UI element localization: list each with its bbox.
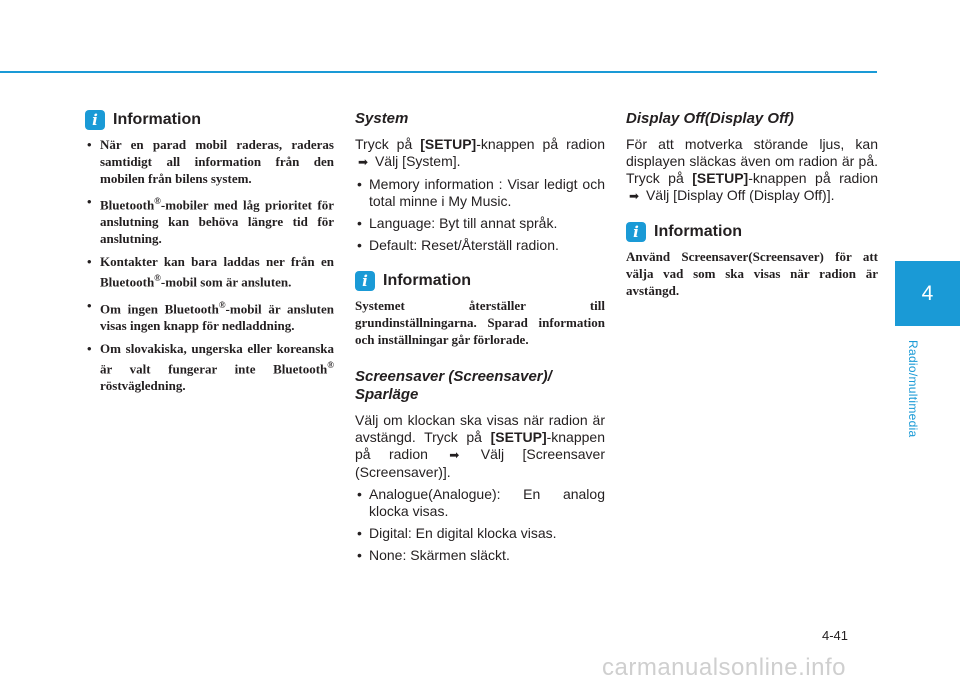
section-title-system: System [355,110,409,127]
page-number: 4-41 [822,628,849,643]
setup-key: [SETUP] [420,136,477,152]
screensaver-paragraph: Välj om klockan ska visas när radion är avstängd. Tryck på [SETUP]-knappen på radion ➡ Välj [Screensaver (Screensaver)]. [355,412,605,480]
column-2 [355,110,605,569]
info-text: Systemet återställer till grundinställningarna. Sparad information och inställningar går förlorade. [355,298,605,347]
list-item: • Language: Byt till annat språk. [355,215,605,232]
arrow-right-icon: ➡ [449,448,460,462]
info-box-header [355,271,605,291]
list-item: • Digital: En digital klocka visas. [355,525,605,542]
display-off-paragraph: För att motverka störande ljus, kan displayen släckas även om radion är på. Tryck på [SETUP]-knappen på radion ➡ Välj [Display Off (Display Off)]. [626,136,878,203]
info-title: Information [383,272,471,289]
system-paragraph: Tryck på [SETUP]-knappen på radion ➡ Välj [System]. [355,136,605,169]
info-title: Information [113,111,201,128]
chapter-tab: 4 [895,261,960,326]
info-list [85,136,334,394]
info-icon: i [626,222,646,242]
column-3 [626,110,878,299]
info-title: Information [654,223,742,240]
list-item: • Om slovakiska, ungerska eller koreanska är valt fungerar inte Bluetooth® röstvägledning. [85,340,334,394]
info-box-header [85,110,334,130]
arrow-right-icon: ➡ [358,155,369,169]
screensaver-list [355,486,605,564]
column-1 [85,110,334,400]
list-item: • När en parad mobil raderas, raderas samtidigt all information från den mobilen från bilens system. [85,136,334,187]
info-box-header [626,222,878,242]
list-item: • Analogue(Analogue): En analog klocka visas. [355,486,605,520]
info-icon: i [85,110,105,130]
info-icon: i [355,271,375,291]
list-item: • Default: Reset/Återställ radion. [355,237,605,254]
arrow-right-icon: ➡ [629,189,640,203]
section-title-display-off: Display Off(Display Off) [626,110,794,127]
system-list [355,176,605,254]
list-item: • Kontakter kan bara laddas ner från en Bluetooth®-mobil som är ansluten. [85,253,334,290]
setup-key: [SETUP] [490,429,547,445]
list-item: • Om ingen Bluetooth®-mobil är ansluten visas ingen knapp för nedladdning. [85,297,334,334]
chapter-label: Radio/multimedia [906,340,920,438]
header-rule [0,71,877,73]
section-title-screensaver: Screensaver (Screensaver)/ Sparläge [355,368,552,403]
setup-key: [SETUP] [692,170,749,186]
list-item: • None: Skärmen släckt. [355,547,605,564]
info-text: Använd Screensaver(Screensaver) för att välja vad som ska visas när radion är avstängd. [626,249,878,298]
watermark: carmanualsonline.info [602,654,846,681]
list-item: • Bluetooth®-mobiler med låg prioritet för anslutning kan behöva längre tid för anslutning. [85,193,334,247]
list-item: • Memory information : Visar ledigt och total minne i My Music. [355,176,605,210]
